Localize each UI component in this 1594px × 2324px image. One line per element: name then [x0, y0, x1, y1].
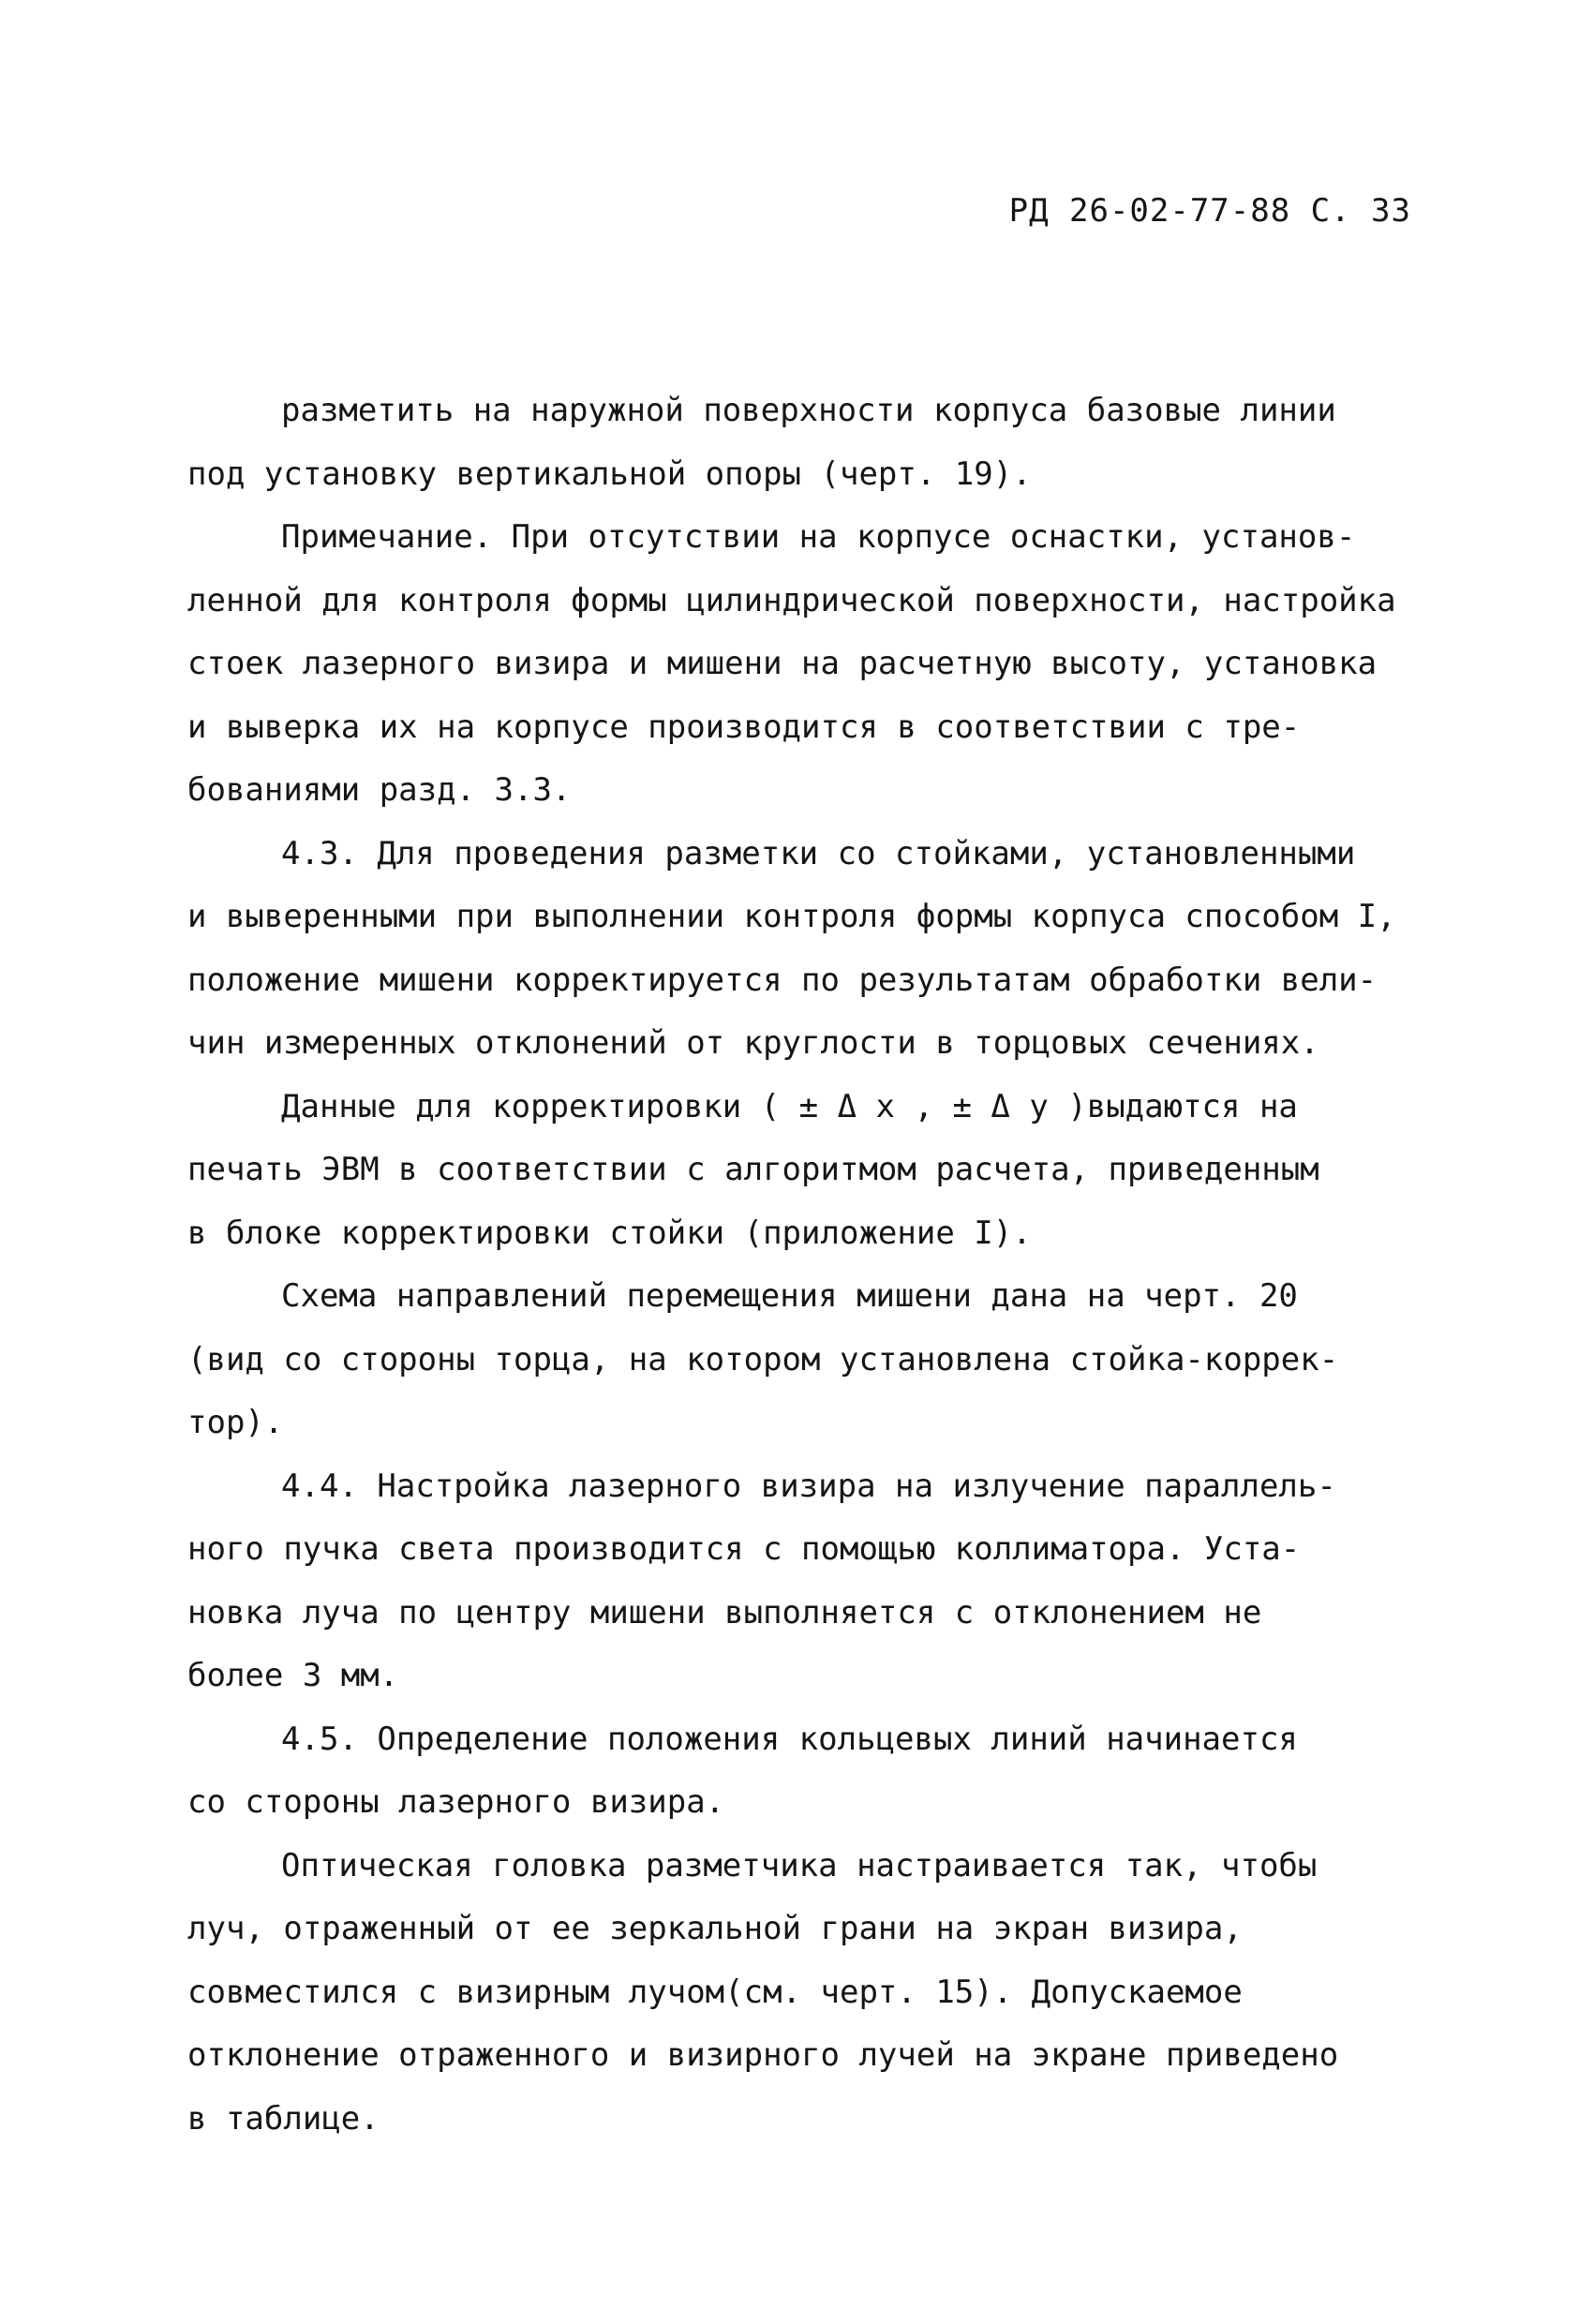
text-line: (вид со стороны торца, на котором установлена стойка-коррек- [187, 1340, 1339, 1378]
text-line: в таблице. [187, 2099, 380, 2138]
text-line: новка луча по центру мишени выполняется с отклонением не [187, 1593, 1262, 1631]
text-line: под установку вертикальной опоры (черт. 19). [187, 454, 1032, 493]
text-line: ного пучка света производится с помощью коллиматора. Уста- [187, 1530, 1301, 1568]
text-line: Данные для корректировки ( ± Δ x , ± Δ y )выдаются на [281, 1087, 1298, 1125]
section-4-4-line: 4.4. Настройка лазерного визира на излучение параллель- [281, 1467, 1336, 1505]
text-line: положение мишени корректируется по результатам обработки вели- [187, 961, 1378, 999]
text-line: в блоке корректировки стойки (приложение I). [187, 1214, 1032, 1252]
page-header: РД 26-02-77-88 С. 33 [1008, 192, 1411, 230]
section-4-5-line: 4.5. Определение положения кольцевых линий начинается [281, 1720, 1298, 1758]
text-line: разметить на наружной поверхности корпуса базовые линии [281, 392, 1336, 429]
text-line: стоек лазерного визира и мишени на расчетную высоту, установка [187, 645, 1378, 682]
document-body [187, 380, 1415, 2151]
text-line: Оптическая головка разметчика настраивается так, чтобы [281, 1846, 1318, 1885]
text-line: со стороны лазерного визира. [187, 1783, 725, 1821]
text-line: отклонение отраженного и визирного лучей на экране приведено [187, 2036, 1339, 2074]
section-4-3-line: 4.3. Для проведения разметки со стойками, установленными [281, 834, 1356, 872]
text-line: бованиями разд. 3.3. [187, 771, 572, 809]
note-line: Примечание. При отсутствии на корпусе оснастки, установ- [281, 518, 1356, 556]
text-line: Схема направлений перемещения мишени дана на черт. 20 [281, 1277, 1298, 1315]
text-line: более 3 мм. [187, 1657, 399, 1694]
text-line: чин измеренных отклонений от круглости в торцовых сечениях. [187, 1024, 1319, 1062]
text-line: ленной для контроля формы цилиндрической поверхности, настройка [187, 581, 1396, 619]
text-line: и выверенными при выполнении контроля формы корпуса способом I, [187, 898, 1396, 935]
text-line: и выверка их на корпусе производится в соответствии с тре- [187, 708, 1301, 746]
text-line: луч, отраженный от ее зеркальной грани на экран визира, [187, 1910, 1243, 1947]
text-line: печать ЭВМ в соответствии с алгоритмом расчета, приведенным [187, 1151, 1319, 1188]
text-line: совместился с визирным лучом(см. черт. 15). Допускаемое [187, 1973, 1243, 2011]
text-line: тор). [187, 1404, 284, 1441]
